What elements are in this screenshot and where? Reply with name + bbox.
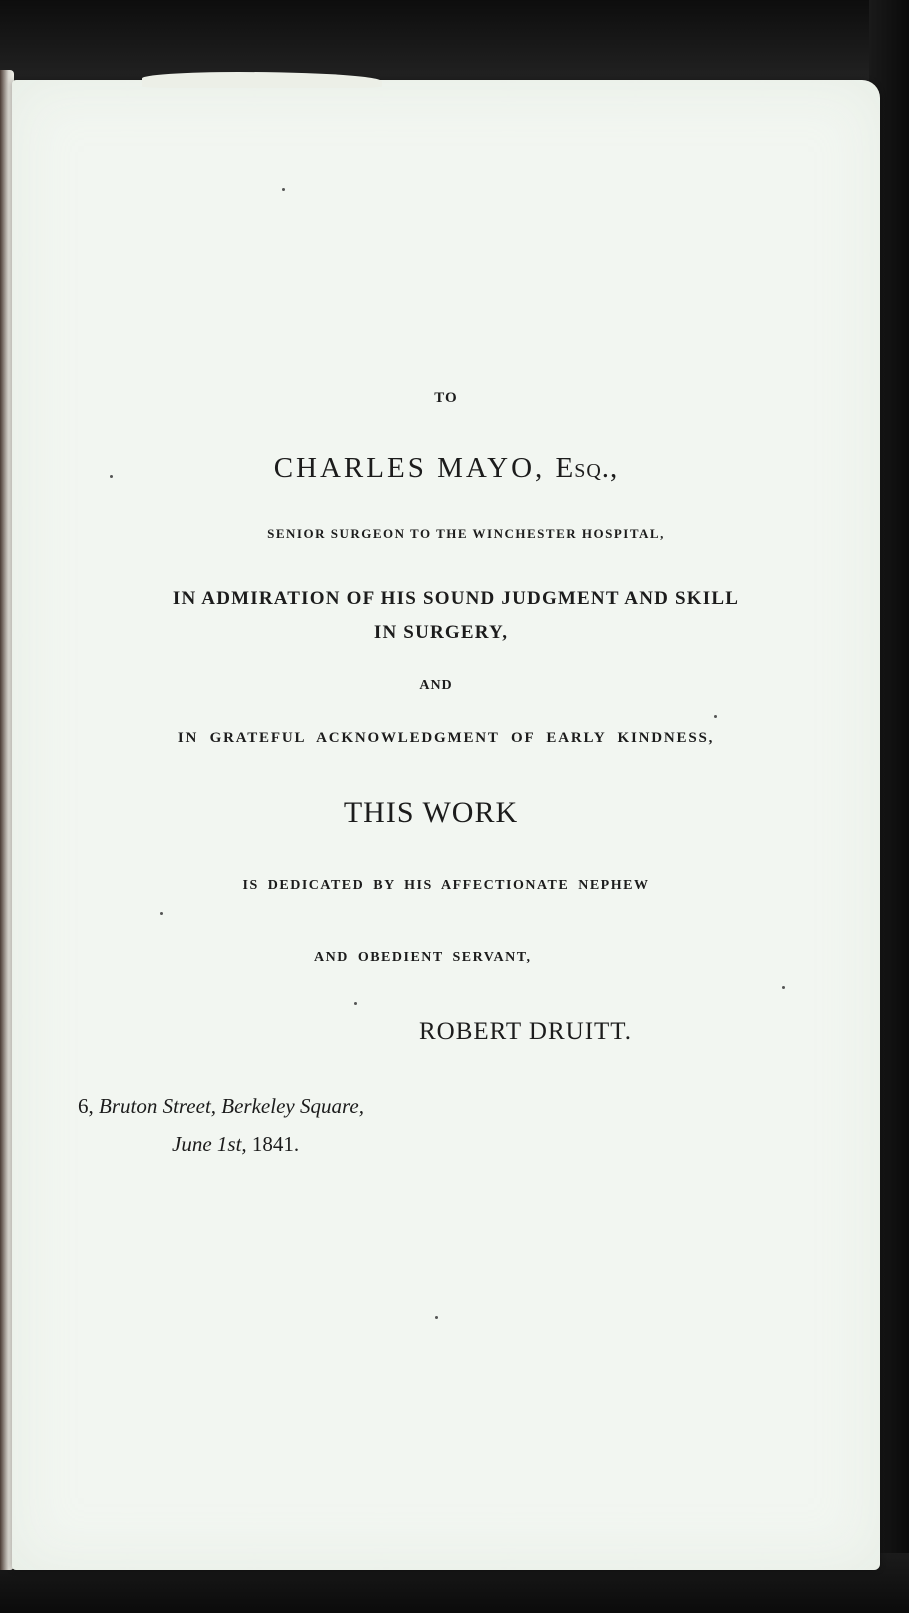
admiration-line-2: IN SURGERY, [373,622,509,643]
book-page [12,80,880,1570]
paper-speck [714,715,717,718]
obedient-servant-line: AND OBEDIENT SERVANT, [314,950,532,965]
date-prefix: June 1st, [172,1132,247,1156]
paper-speck [160,912,163,915]
torn-page-edge [142,72,382,88]
conjunction-and: AND [419,678,453,693]
date-year: 1841. [251,1132,300,1156]
address-line [78,1094,364,1119]
paper-speck [782,986,785,989]
dedicatee-title: Esq., [555,452,619,484]
paper-speck [435,1316,438,1319]
address-number: 6, [78,1094,94,1118]
dedicated-by-line: IS DEDICATED BY HIS AFFECTIONATE NEPHEW [242,878,650,893]
paper-speck [354,1002,357,1005]
admiration-line-1: IN ADMIRATION OF HIS SOUND JUDGMENT AND SKILL [172,588,740,609]
paper-speck [282,188,285,191]
dedicatee-position: SENIOR SURGEON TO THE WINCHESTER HOSPITAL, [267,526,665,541]
dedicatee-name-text: CHARLES MAYO, [273,452,546,484]
paper-speck [110,475,113,478]
date-line [172,1132,299,1157]
grateful-line: IN GRATEFUL ACKNOWLEDGMENT OF EARLY KINDNESS, [177,730,715,746]
address-street: Bruton Street, Berkeley Square, [99,1094,364,1118]
dedicatee-name [12,452,880,485]
this-work-heading: THIS WORK [343,796,519,829]
dedication-to: TO [434,390,458,406]
author-signature: ROBERT DRUITT. [419,1018,632,1045]
